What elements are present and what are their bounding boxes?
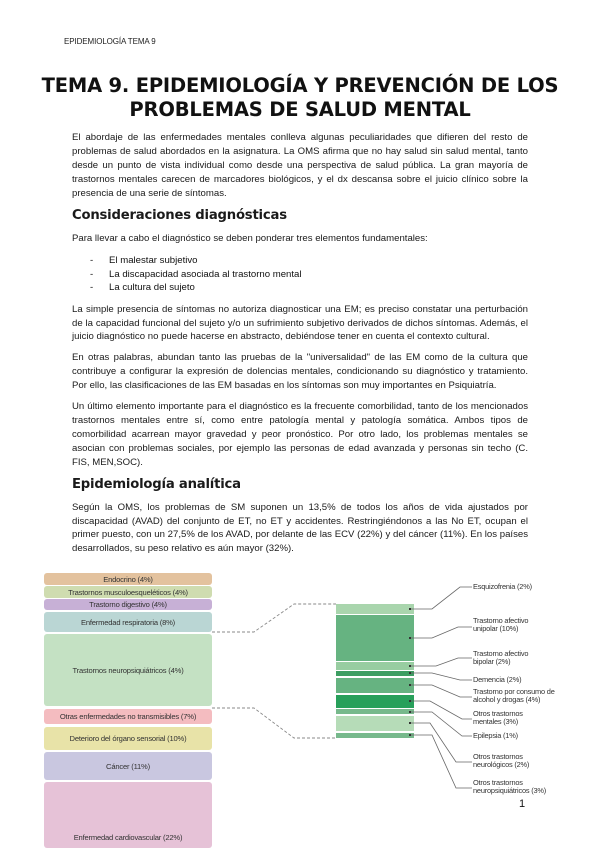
diagnostic-lead: Para llevar a cabo el diagnóstico se deben ponderar tres elementos fundamentales: [72, 232, 428, 244]
intro-paragraph: El abordaje de las enfermedades mentales conlleva algunas peculiaridades que difieren del resto de problemas de salud abordados en la asignatura. La OMS afirma que no hay salud sin salud mental, tanto desde un punto de vista individual como desde una perspectiva de salud pública. La gran mayoría de trastornos mentales carecen de marcadores biológicos, y el dx descansa sobre el juicio clínico sobre la presencia de una serie de síntomas. [72, 132, 528, 199]
label-epilepsy: Epilepsia (1%) [473, 731, 518, 740]
page-title [40, 74, 560, 122]
list-item: - El malestar subjetivo [90, 255, 198, 267]
category-sensory: Deterioro del órgano sensorial (10%) [44, 727, 212, 750]
title-line-1: TEMA 9. EPIDEMIOLOGÍA Y PREVENCIÓN DE LOS [41, 74, 559, 97]
document-body [72, 131, 528, 563]
list-item: - La discapacidad asociada al trastorno mental [90, 268, 302, 280]
category-cancer: Cáncer (11%) [44, 752, 212, 780]
label-unipolar: Trastorno afectivo unipolar (10%) [473, 616, 529, 634]
disease-burden-figure [0, 570, 600, 848]
diagnostic-paragraph-3: Un último elemento importante para el diagnóstico es la frecuente comorbilidad, tanto de los mencionados trastornos mentales entre sí, como entre patología mental y patología somática. Ambos tipos de comorbilidad acarrean mayor gravedad y peor pronóstico. Por otro lado, los problemas mentales se asocian con problemas sociales, por ejemplo las personas de edad avanzada y personas sin techo (C. FIS, MEN,SOC). [72, 401, 528, 468]
category-respiratory: Enfermedad respiratoria (8%) [44, 612, 212, 632]
diagnostic-paragraph-1: La simple presencia de síntomas no autoriza diagnosticar una EM; es preciso constatar una perturbación de la capacidad funcional del sujeto y/o un sufrimiento subjetivo derivados de dichos síntomas. Además, el juicio diagnóstico no puede hacerse en abstracto, debiéndose tener en cuenta el contexto cultural. [72, 303, 528, 343]
category-digestive: Trastorno digestivo (4%) [44, 599, 212, 610]
running-header: EPIDEMIOLOGÍA TEMA 9 [64, 37, 156, 46]
label-substance: Trastorno por consumo de alcohol y drogas (4%) [473, 687, 555, 705]
label-other-neuropsych: Otros trastornos neuropsiquiátricos (3%) [473, 778, 547, 796]
diagnostic-paragraph-2: En otras palabras, abundan tanto las pruebas de la "universalidad" de las EM como de la cultura que contribuye a configurar la expresión de dolencias mentales, condicionando su diagnóstico y tratamiento. Por ello, las clasificaciones de las EM basadas en los síntomas son muy importantes en Psiquiatría. [72, 352, 528, 392]
category-other-ncd: Otras enfermedades no transmisibles (7%) [44, 709, 212, 724]
diagnostic-elements-list [72, 254, 528, 294]
category-neuropsychiatric: Trastornos neuropsiquiátricos (4%) [44, 634, 212, 706]
category-endocrino: Endocrino (4%) [44, 573, 212, 585]
category-cardiovascular: Enfermedad cardiovascular (22%) [44, 782, 212, 848]
label-other-mental: Otros trastornos mentales (3%) [473, 709, 523, 727]
page-number: 1 [519, 798, 526, 810]
category-musculoskeletal: Trastornos musculoesqueléticos (4%) [44, 586, 212, 598]
label-bipolar: Trastorno afectivo bipolar (2%) [473, 649, 529, 667]
label-schizophrenia: Esquizofrenia (2%) [473, 582, 532, 591]
list-item: - La cultura del sujeto [90, 282, 195, 294]
section-heading-epidemiology: Epidemiología analítica [72, 476, 241, 492]
title-line-2: PROBLEMAS DE SALUD MENTAL [129, 98, 471, 121]
label-dementia: Demencia (2%) [473, 675, 522, 684]
label-other-neuro: Otros trastornos neurológicos (2%) [473, 752, 530, 770]
epidemiology-paragraph: Según la OMS, los problemas de SM suponen un 13,5% de todos los años de vida ajustados por discapacidad (AVAD) del conjunto de ET, no ET y accidentes. Restringiéndonos a las No ET, ocupan el primer puesto, con un 27,5% de los AVAD, por delante de las ECV (22%) y del cáncer (11%). En los países desarrollados, su peso relativo es aún mayor (32%). [72, 501, 528, 555]
section-heading-diagnostic: Consideraciones diagnósticas [72, 207, 287, 223]
